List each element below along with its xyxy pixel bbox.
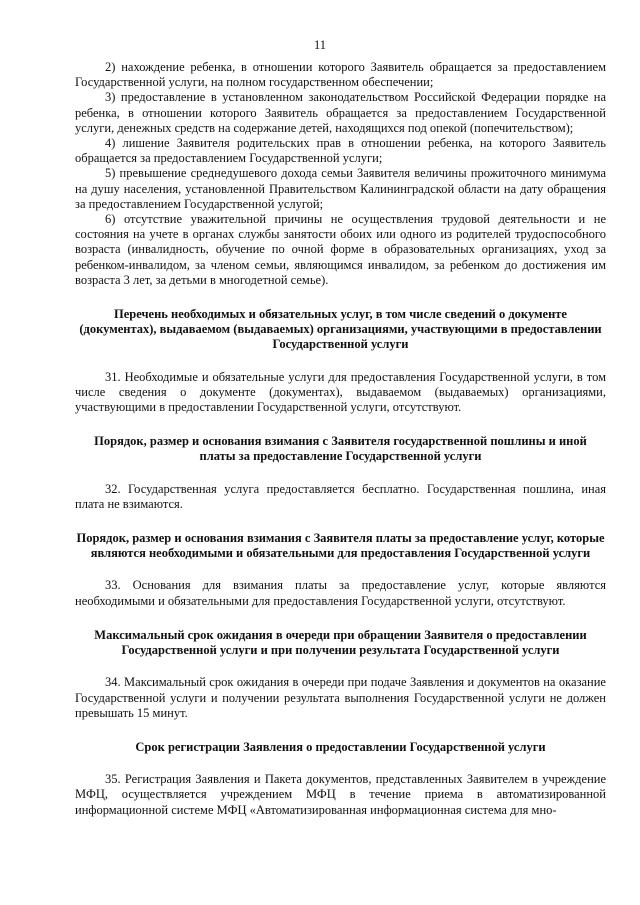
section-heading: Порядок, размер и основания взимания с Заявителя платы за предоставление услуг, которые являются необходимыми и обязательными для предоставления Государственной услуги	[76, 531, 605, 561]
section-heading: Порядок, размер и основания взимания с Заявителя государственной пошлины и иной платы за предоставление Государственной услуги	[94, 434, 587, 464]
paragraph: 33. Основания для взимания платы за предоставление услуг, которые являются необходимыми и обязательными для предоставления Государственной услуги, отсутствуют.	[75, 578, 606, 608]
paragraph: 31. Необходимые и обязательные услуги для предоставления Государственной услуги, в том числе сведения о документе (документах), выдаваемом (выдаваемых) организациями, участвующими в предоставлении Государственной услуги, отсутствуют.	[75, 369, 606, 415]
paragraph: 3) предоставление в установленном законодательством Российской Федерации порядке на ребенка, в отношении которого Заявитель обращается за предоставлением Государственной услуги, денежных средств на содержание детей, находящихся под опекой (попечительством);	[75, 90, 606, 135]
section-heading: Срок регистрации Заявления о предоставлении Государственной услуги	[135, 739, 546, 754]
paragraph: 5) превышение среднедушевого дохода семьи Заявителя величины прожиточного минимума на душу населения, установленной Правительством Калининградской области на дату обращения за предоставлением Государственной услугой;	[75, 166, 606, 211]
paragraph: 6) отсутствие уважительной причины не осуществления трудовой деятельности и не состояния на учете в органах службы занятости обоих или одного из родителей трудоспособного возраста (инвалидность, обучение по очной форме в образовательных организациях, уход за ребенком-инвалидом, за членом семьи, являющимся инвалидом, за ребенком до достижения им возраста 3 лет, за детьми в многодетной семье).	[75, 212, 606, 287]
page-number: 11	[313, 38, 327, 52]
paragraph: 35. Регистрация Заявления и Пакета документов, представленных Заявителем в учреждение МФЦ, осуществляется учреждением МФЦ в течение приема в автоматизированной информационной системе МФЦ «Автоматизированная информационная система для мно-	[75, 772, 606, 817]
paragraph: 4) лишение Заявителя родительских прав в отношении ребенка, на которого Заявитель обращается за предоставлением Государственной услуги;	[75, 136, 606, 166]
document-body	[75, 60, 606, 818]
section-heading: Перечень необходимых и обязательных услуг, в том числе сведений о документе (документах), выдаваемом (выдаваемых) организациями, участвующими в предоставлении Государственной услуги	[79, 307, 602, 352]
paragraph: 2) нахождение ребенка, в отношении которого Заявитель обращается за предоставлением Государственной услуги, на полном государственном обеспечении;	[75, 60, 606, 90]
paragraph: 32. Государственная услуга предоставляется бесплатно. Государственная пошлина, иная плата не взимаются.	[75, 481, 606, 511]
paragraph: 34. Максимальный срок ожидания в очереди при подаче Заявления и документов на оказание Государственной услуги и получении результата выполнения Государственной услуги не должен превышать 15 минут.	[75, 675, 606, 720]
section-heading: Максимальный срок ожидания в очереди при обращении Заявителя о предоставлении Государственной услуги и при получении результата Государственной услуги	[94, 627, 587, 658]
